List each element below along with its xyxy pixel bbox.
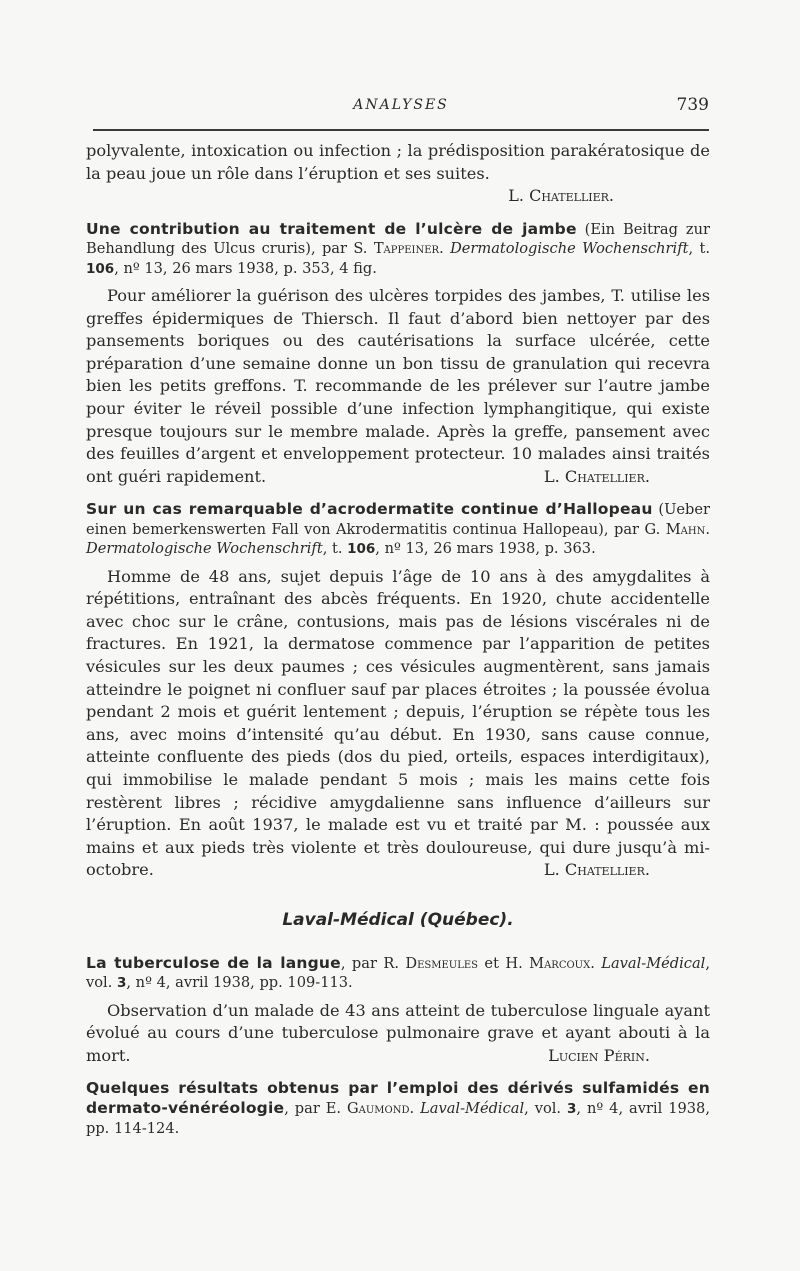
article-acrodermatite [86, 500, 710, 882]
reference-text: . [590, 954, 602, 972]
reference-text: , nº 4, avril 1938, pp. 109-113. [126, 974, 353, 992]
reference-text: , nº 13, 26 mars 1938, p. 353, 4 fig. [114, 259, 377, 277]
volume-number: 3 [566, 1100, 577, 1117]
journal-name: Laval-Médical [601, 954, 706, 972]
reference-text: , nº 13, 26 mars 1938, p. 363. [375, 540, 596, 558]
author-name: Tappeiner [373, 240, 440, 258]
article-reference [86, 954, 710, 994]
author-name: Desmeules [405, 954, 479, 972]
volume-number: 3 [116, 975, 127, 992]
article-body-text: Pour améliorer la guérison des ulcères torpides des jambes, T. utilise les greffes épidermiques de Thiersch. Il faut d’abord bien nettoyer par des pansements boriques ou des cautérisations la surface ulcérée, cette préparation d’une semaine donne un bon tissu de granulation qui recevra bien les petits greffons. T. recommande de les prélever sur l’autre jambe pour éviter le réveil possible d’une infection lymphangitique, qui existe presque toujours sur le membre malade. Après la greffe, pansement avec des feuilles d’argent et enveloppement protecteur. 10 malades ainsi traités ont guéri rapidement. [86, 286, 710, 486]
article-title: Une contribution au traitement de l’ulcère de jambe [86, 219, 577, 238]
article-tuberculose-langue [86, 954, 710, 1068]
page-number: 739 [676, 95, 709, 115]
article-reference [86, 220, 710, 279]
page-content [86, 140, 710, 1139]
journal-name: Laval-Médical [420, 1099, 525, 1117]
volume-number: 106 [86, 260, 115, 277]
section-title: Laval-Médical (Québec). [282, 909, 514, 930]
article-body-text: Homme de 48 ans, sujet depuis l’âge de 10 ans à des amygdalites à répétitions, entraînant des abcès fréquents. En 1920, chute accidentelle avec choc sur le crâne, contusions, mais pas de lésions viscérales ni de fractures. En 1921, la dermatose commence par l’apparition de petites vésicules sur les deux paumes ; ces vésicules augmentèrent, sans jamais atteindre le poignet ni confluer sauf par places étroites ; la poussée évolua pendant 2 mois et guérit lentement ; depuis, l’éruption se répète tous les ans, avec moins d’intensité qu’au début. En 1930, sans cause connue, atteinte confluente des pieds (dos du pied, orteils, espaces interdigitaux), qui immobilise le malade pendant 5 mois ; mais les mains cette fois restèrent libres ; récidive amygdalienne sans influence d’ailleurs sur l’éruption. En août 1937, le malade est vu et traité par M. : poussée aux mains et aux pieds très violente et très douloureuse, qui dure jusqu’à mi-octobre. [86, 566, 710, 880]
article-sulfamides [86, 1079, 710, 1138]
running-head [93, 97, 709, 119]
journal-name: Dermatologische Wochenschrift [86, 540, 323, 558]
article-body-text: Observation d’un malade de 43 ans atteint de tuberculose linguale ayant évolué au cours d’une tuberculose pulmonaire grave et ayant abouti à la mort. [86, 1000, 710, 1065]
reference-text: . [409, 1099, 421, 1117]
author-name: Marcoux [529, 954, 591, 972]
article-signature: L. Chatellier. [543, 466, 650, 486]
volume-number: 106 [347, 541, 376, 558]
reference-text: . [705, 520, 710, 538]
article-body [86, 566, 710, 882]
reference-text: , par R. [340, 954, 406, 972]
continuation-text: polyvalente, intoxication ou infection ; la prédisposition parakératosique de la peau joue un rôle dans l’éruption et ses suites. [86, 141, 710, 183]
reference-text: , vol. [524, 1099, 567, 1117]
reference-text: (Ueber einen bemerkenswerten Fall von Akrodermatitis continua Hallopeau), par G. [86, 501, 710, 538]
author-name: Gaumond [346, 1099, 410, 1117]
article-body [86, 1000, 710, 1068]
article-title: La tuberculose de la langue [86, 953, 341, 972]
running-head-title: ANALYSES [353, 97, 449, 113]
reference-text: et H. [478, 954, 530, 972]
article-signature: L. Chatellier. [543, 860, 650, 880]
article-body [86, 285, 710, 488]
reference-text: , vol. [86, 954, 710, 992]
header-rule [93, 129, 709, 131]
reference-text: . [439, 240, 451, 258]
article-signature: Lucien Périn. [548, 1045, 650, 1065]
article-title: Quelques résultats obtenus par l’emploi des dérivés sulfamidés en dermato-vénéréologie [86, 1079, 710, 1117]
article-reference [86, 1079, 710, 1138]
reference-text: , t. [688, 240, 710, 258]
reference-text: (Ein Beitrag zur Behandlung des Ulcus cruris), par S. [86, 220, 710, 258]
continuation-paragraph [86, 140, 710, 208]
journal-name: Dermatologische Wochenschrift [450, 240, 689, 258]
author-name: Mahn [665, 520, 706, 538]
article-reference [86, 500, 710, 559]
reference-text: , par E. [284, 1099, 347, 1117]
article-ulcere-jambe [86, 220, 710, 489]
reference-text: , t. [322, 540, 348, 558]
continuation-signature: L. Chatellier. [508, 186, 614, 206]
reference-text: , nº 4, avril 1938, pp. 114-124. [86, 1099, 710, 1138]
article-title: Sur un cas remarquable d’acrodermatite continue d’Hallopeau [86, 500, 653, 519]
